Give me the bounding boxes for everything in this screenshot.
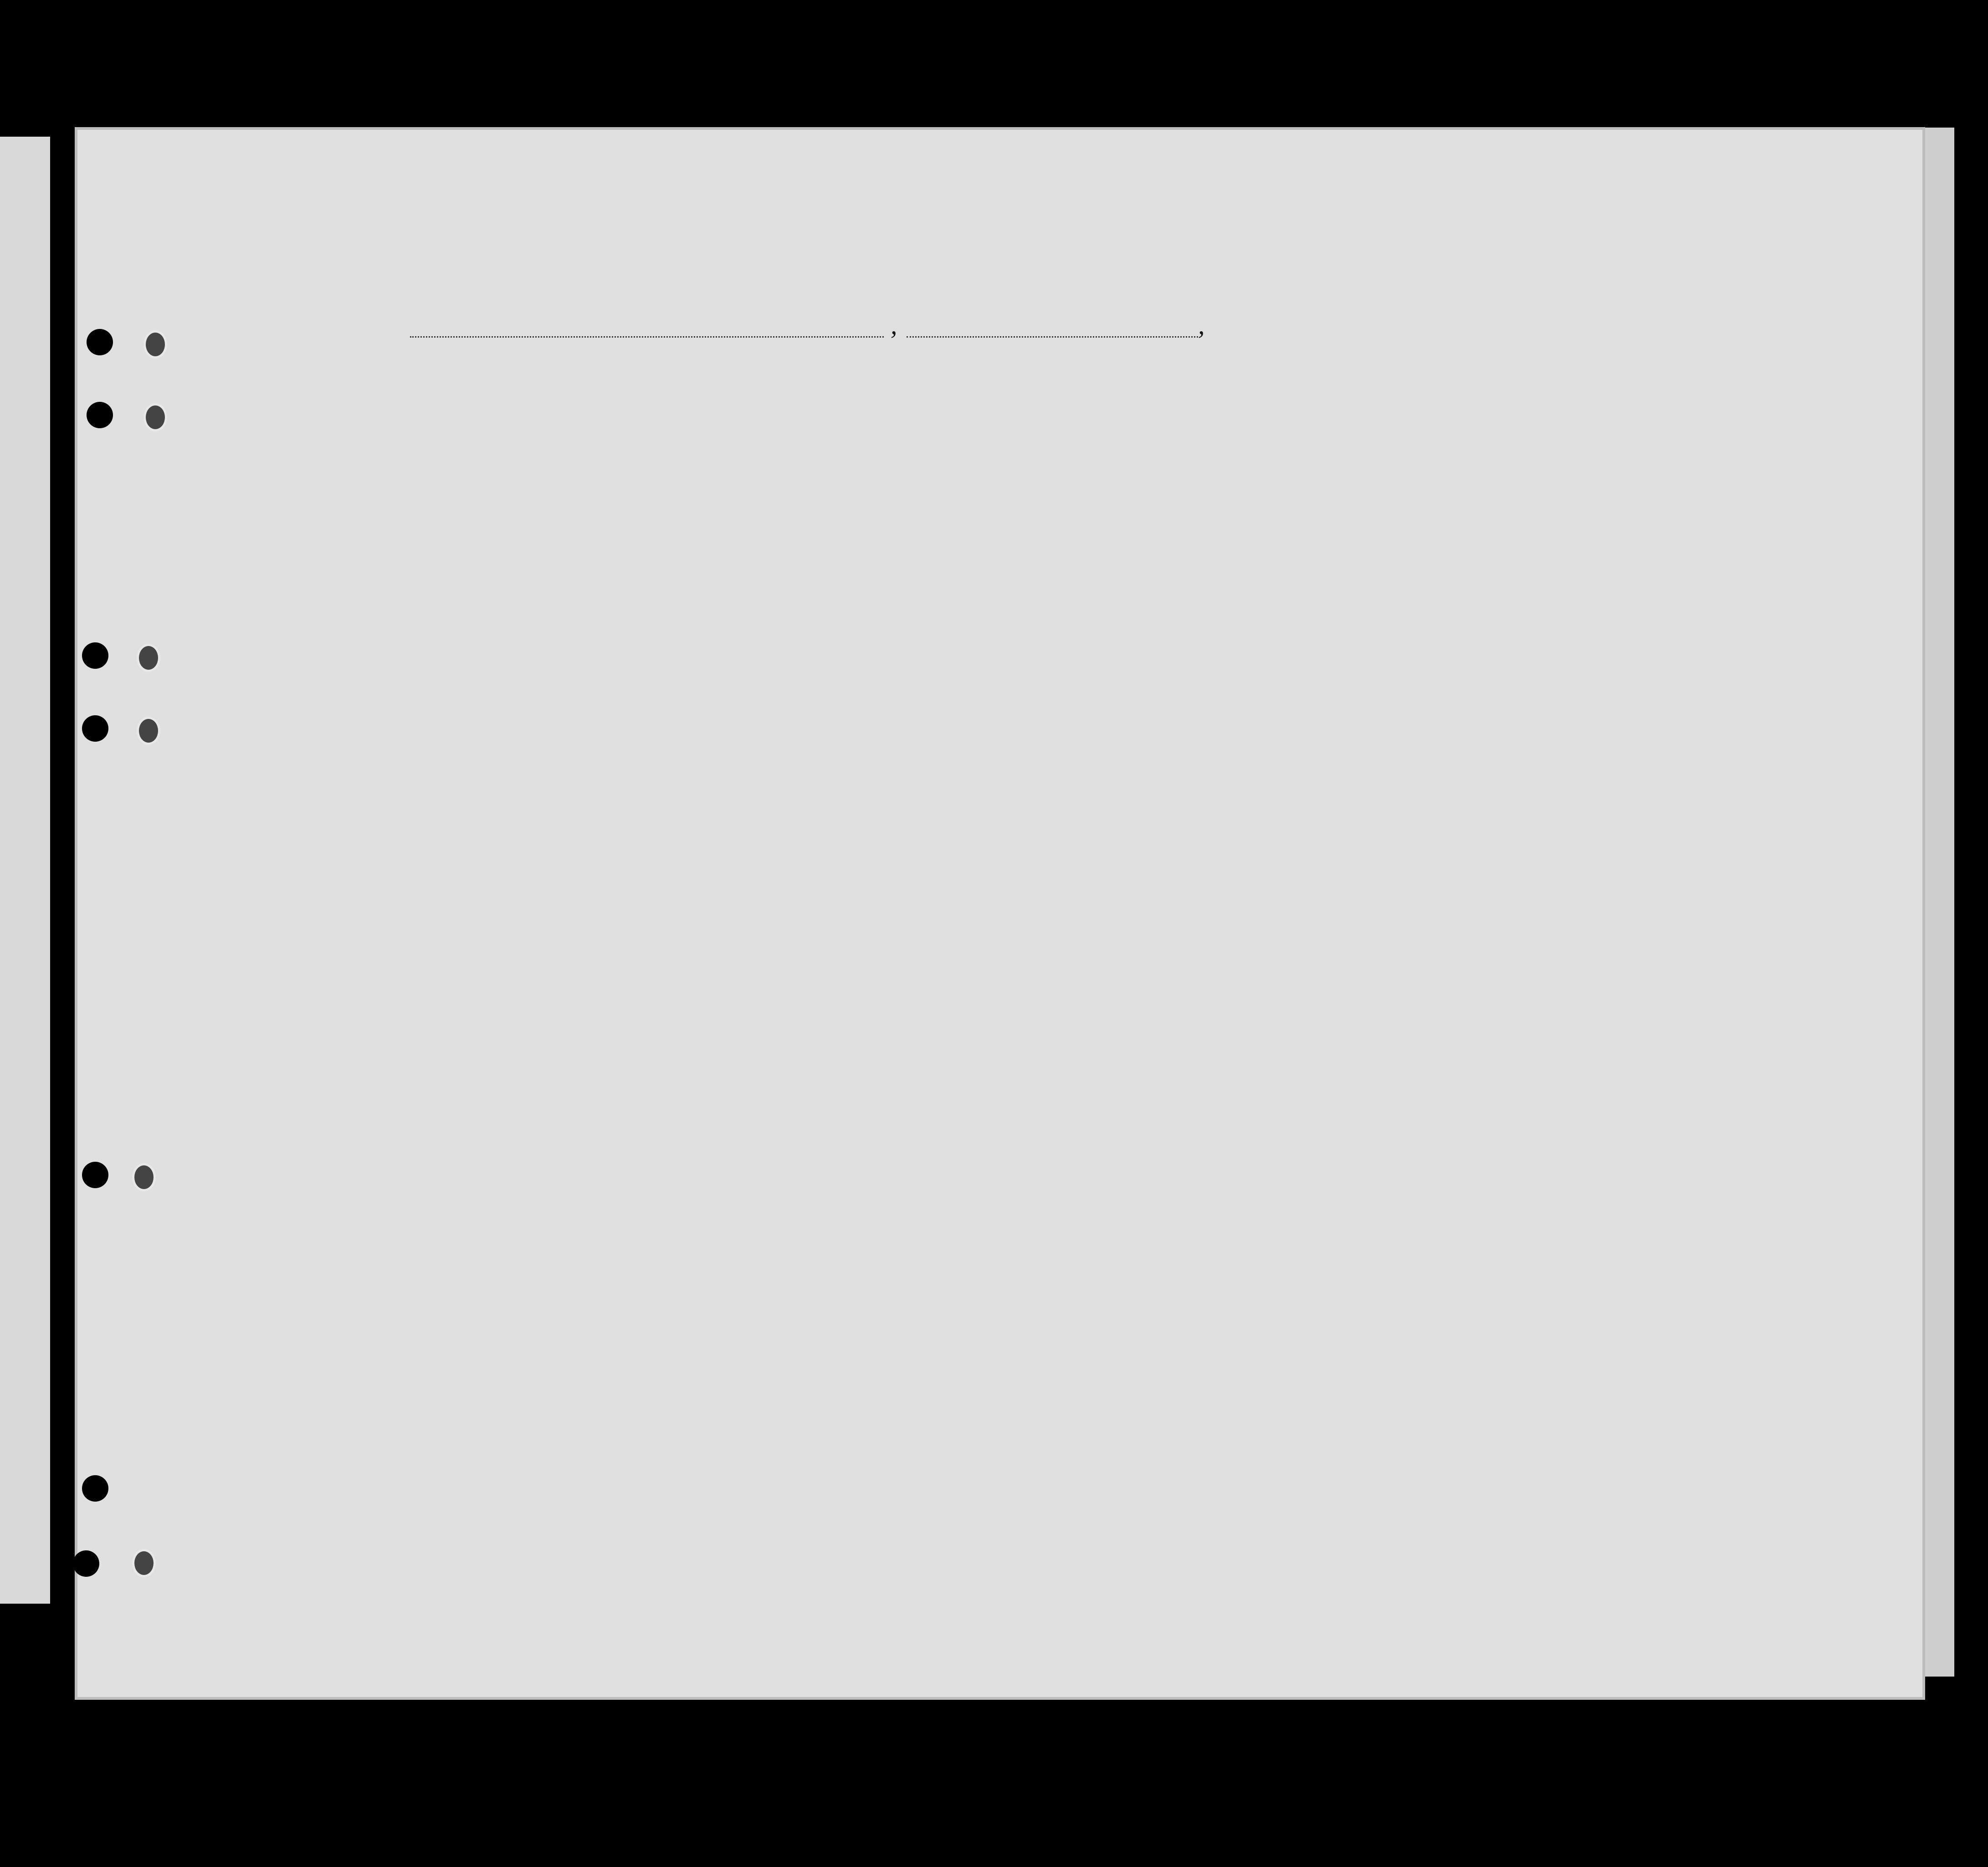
header-anarchist: [1346, 401, 1358, 510]
header-q30: [1455, 401, 1478, 510]
header-ticket: [635, 387, 662, 510]
comma-mark: ,: [891, 310, 897, 340]
comma-mark: ,: [1198, 310, 1205, 340]
header-feet: [1608, 483, 1619, 510]
header-prison: [1287, 401, 1310, 510]
header-purpose-c: [1255, 405, 1282, 510]
header-q28: [1364, 401, 1408, 510]
header-purpose-b: [1184, 405, 1220, 510]
header-money: [748, 387, 771, 510]
header-purpose-a: [1146, 405, 1182, 510]
header-q29: [1412, 401, 1444, 510]
header-polygamist: [1322, 401, 1334, 510]
header-inches: [1629, 478, 1640, 510]
